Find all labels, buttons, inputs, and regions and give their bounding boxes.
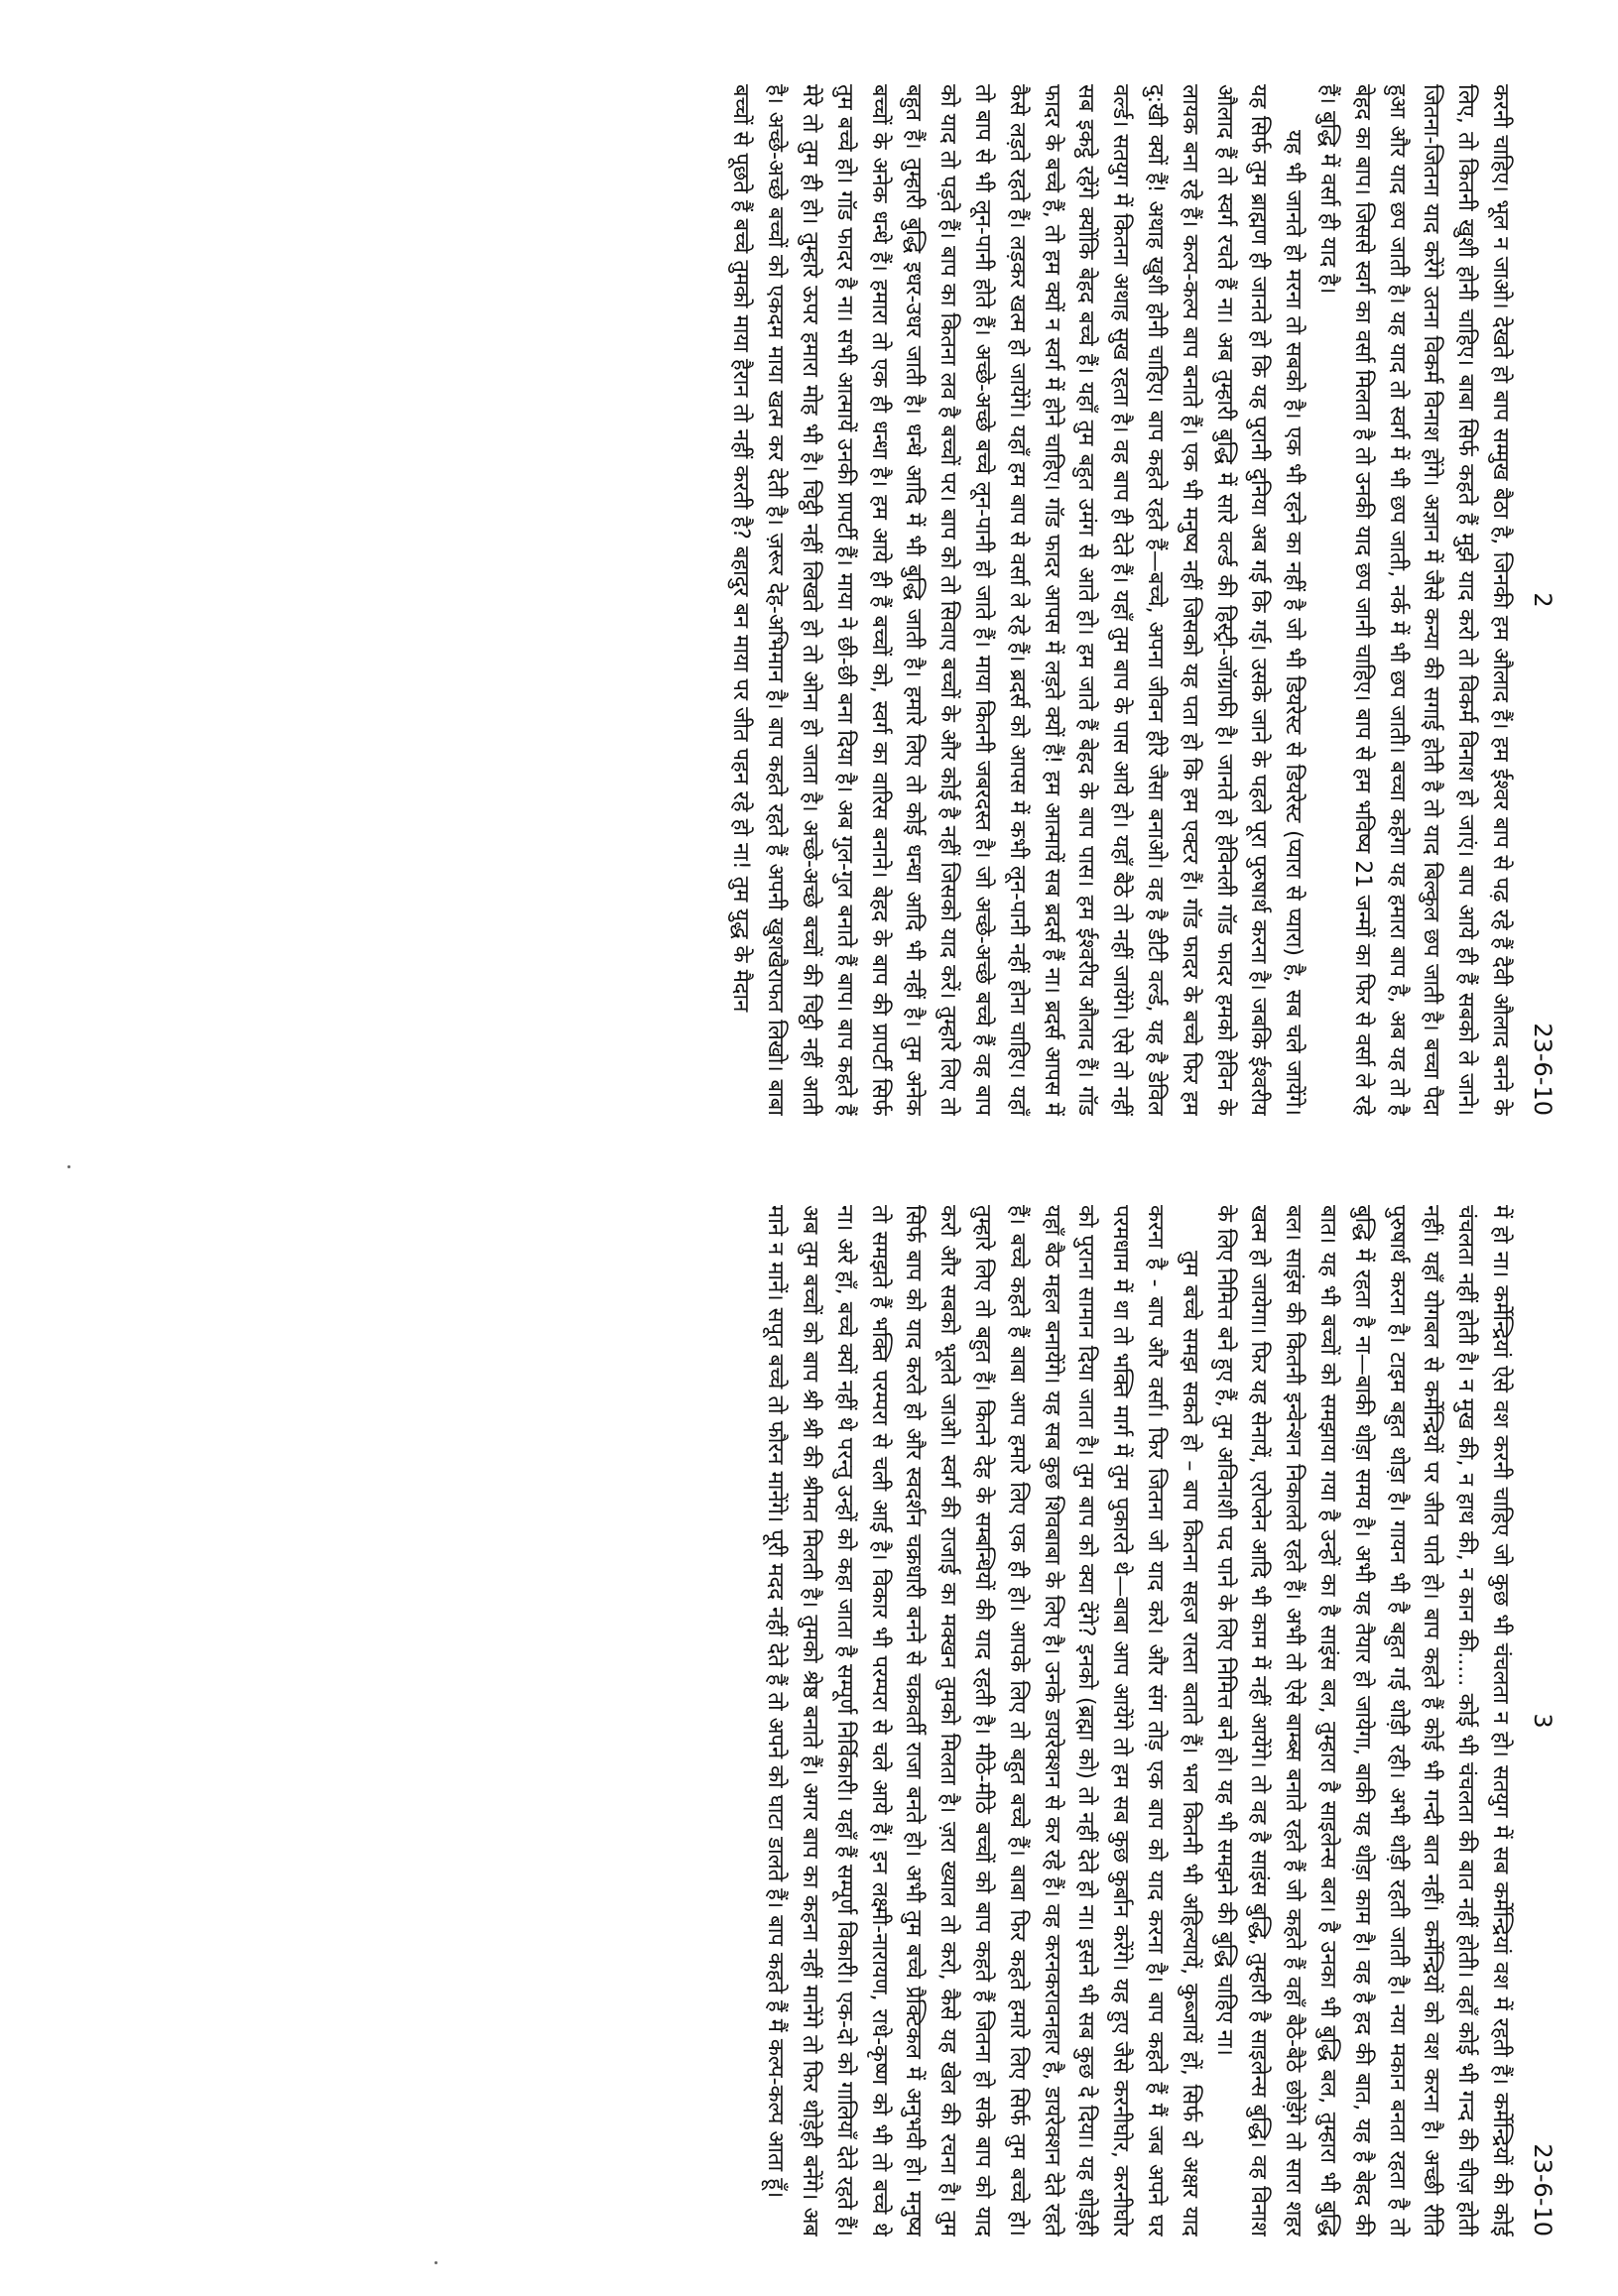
paragraph: करनी चाहिए। भूल न जाओ। देखते हो बाप सम्मुख बैठा है, जिनकी हम औलाद हैं। हम ईश्वर बाप से पढ़ रहे हैं दैवी औलाद बनने के लिए, तो कितनी खुशी होनी चाहिए। बाबा सिर्फ कहते हैं मुझे याद करो तो विकर्म विनाश हो जाएं। बाप आये ही हैं सबको ले जाने। जितना-जितना याद करेंगे उतना विकर्म विनाश होंगे। अज्ञान में जैसे कन्या की सगाई होती है तो याद बिल्कुल छप जाती है। बच्चा पैदा हुआ और याद छप जाती है। यह याद तो स्वर्ग में भी छप जाती, नर्क में भी छप जाती। बच्चा कहेगा यह हमारा बाप है, अब यह तो है बेहद का बाप। जिससे स्वर्ग का वर्सा मिलता है तो उनकी याद छप जानी चाहिए। बाप से हम भविष्य 21 जन्मों का फिर से वर्सा ले रहे हैं। बुद्धि में वर्सा ही याद है। — [1315, 84, 1513, 1116]
left-page-header — [1517, 84, 1556, 1116]
left-page-number: 2 — [1529, 592, 1556, 608]
scan-speck — [67, 1165, 70, 1168]
left-page-date: 23-6-10 — [1529, 1023, 1556, 1116]
paragraph: तुम बच्चे समझ सकते हो – बाप कितना सहज रास्ता बताते हैं। भल कितनी भी अहिल्यायें, कुब्जायें हों, सिर्फ दो अक्षर याद करना है - बाप और वर्सा। फिर जितना जो याद करे। और संग तोड़ एक बाप को याद करना है। बाप कहते हैं मैं जब अपने घर परमधाम में था तो भक्ति मार्ग में तुम पुकारते थे—बाबा आप आयेंगे तो हम सब कुछ कुर्बान करेंगे। यह हुए जैसे करनीघोर, करनीघोर को पुराना सामान दिया जाता है। तुम बाप को क्या देंगे? इनको (ब्रह्मा को) तो नहीं देते हो ना। इसने भी सब कुछ दे दिया। यह थोड़ेही यहाँ बैठ महल बनायेंगे। यह सब कुछ शिवबाबा के लिए है। उनके डायरेक्शन से कर रहे हैं। वह करनकरावनहार है, डायरेक्शन देते रहते हैं। बच्चे कहते हैं बाबा आप हमारे लिए एक ही हो। आपके लिए तो बहुत बच्चे हैं। बाबा फिर कहते हमारे लिए सिर्फ तुम बच्चे हो। तुम्हारे लिए तो बहुत हैं। कितने देह के सम्बन्धियों की याद रहती है। मीठे-मीठे बच्चों को बाप कहते हैं जितना हो सके बाप को याद करो और सबको भूलते जाओ। स्वर्ग की राजाई का मक्खन तुमको मिलता है। ज़रा ख्याल तो करो, कैसे यह खेल की रचना है। तुम सिर्फ बाप को याद करते हो और स्वदर्शन चक्रधारी बनने से चक्रवर्ती राजा बनते हो। अभी तुम बच्चे प्रैक्टिकल में अनुभवी हो। मनुष्य तो समझते हैं भक्ति परम्परा से चली आई है। विकार भी परम्परा से चले आये हैं। इन लक्ष्मी-नारायण, राधे-कृष्ण को भी तो बच्चे थे ना। अरे हाँ, बच्चे क्यों नहीं थे परन्तु उन्हों को कहा जाता है सम्पूर्ण निर्विकारी। यहाँ हैं सम्पूर्ण विकारी। एक-दो को गालियाँ देते रहते हैं। अब तुम बच्चों को बाप श्री श्री की श्रीमत मिलती है। तुमको श्रेष्ठ बनाते हैं। अगर बाप का कहना नहीं मानेंगे तो फिर थोड़ेही बनेंगे। अब माने न मानें। सपूत बच्चे तो फौरन मानेंगे। पूरी मदद नहीं देते हैं तो अपने को घाटा डालते हैं। बाप कहते हैं मैं कल्प-कल्प आता हूँ। — [763, 1205, 1202, 2236]
scan-speck — [435, 2261, 437, 2264]
right-page-body — [757, 1205, 1517, 2236]
right-page-date: 23-6-10 — [1529, 2143, 1556, 2236]
right-page — [39, 1205, 1556, 2236]
paragraph: यह भी जानते हो मरना तो सबको है। एक भी रहने का नहीं है जो भी डियरेस्ट से डियरेस्ट (प्यारा से प्यारा) है, सब चले जायेंगे। यह सिर्फ तुम ब्राह्मण ही जानते हो कि यह पुरानी दुनिया अब गई कि गई। उसके जाने के पहले पूरा पुरुषार्थ करना है। जबकि ईश्वरीय औलाद हैं तो स्वर्ग रचते हैं ना। अब तुम्हारी बुद्धि में सारे वर्ल्ड की हिस्ट्री-जॉग्राफी है। जानते हो हेविनली गॉड फादर हमको हेविन के लायक बना रहे हैं। कल्प-कल्प बाप बनाते हैं। एक भी मनुष्य नहीं जिसको यह पता हो कि हम एक्टर हैं। गॉड फादर के बच्चे फिर हम दु:खी क्यों हैं! अथाह खुशी होनी चाहिए। बाप कहते रहते हैं—बच्चे, अपना जीवन हीरे जैसा बनाओ। वह है डीटी वर्ल्ड, यह है डेविल वर्ल्ड। सतयुग में कितना अथाह सुख रहता है। वह बाप ही देते हैं। यहाँ तुम बाप के पास आये हो। यहाँ बैठे तो नहीं जायेंगे। ऐसे तो नहीं सब इकट्ठे रहेंगे क्योंकि बेहद बच्चे हैं। यहाँ तुम बहुत उमंग से आते हो। हम जाते हैं बेहद के बाप पास। हम ईश्वरीय औलाद हैं। गॉड फादर के बच्चे हैं, तो हम क्यों न स्वर्ग में होने चाहिए। गॉड फादर आपस में लड़ते क्यों हैं! हम आत्मायें सब ब्रदर्स हैं ना। ब्रदर्स आपस में कैसे लड़ते रहते हैं। लड़कर खत्म हो जायेंगे। यहाँ हम बाप से वर्सा ले रहे हैं। ब्रदर्स को आपस में कभी लून-पानी नहीं होना चाहिए। यहाँ तो बाप से भी लून-पानी होते हैं। अच्छे-अच्छे बच्चे लून-पानी हो जाते हैं। माया कितनी जबरदस्त है। जो अच्छे-अच्छे बच्चे हैं वह बाप को याद तो पड़ते हैं। बाप का कितना लव है बच्चों पर। बाप को तो सिवाए बच्चों के और कोई है नहीं जिसको याद करें। तुम्हारे लिए तो बहुत हैं। तुम्हारी बुद्धि इधर-उधर जाती है। धन्धे आदि में भी बुद्धि जाती है। हमारे लिए तो कोई धन्धा आदि भी नहीं है। तुम अनेक बच्चों के अनेक धन्धे हैं। हमारा तो एक ही धन्धा है। हम आये ही हैं बच्चों को, स्वर्ग का वारिस बनाने। बेहद के बाप की प्रापर्टी सिर्फ तुम बच्चे हो। गॉड फादर है ना। सभी आत्मायें उनकी प्रापर्टी हैं। माया ने छी-छी बना दिया है। अब गुल-गुल बनाते हैं बाप। बाप कहते हैं मेरे तो तुम ही हो। तुम्हारे ऊपर हमारा मोह भी है। चिट्ठी नहीं लिखते हो तो ओना हो जाता है। अच्छे-अच्छे बच्चों की चिट्ठी नहीं आती है। अच्छे-अच्छे बच्चों को एकदम माया खत्म कर देती है। ज़रूर देह-अभिमान है। बाप कहते रहते हैं अपनी खुशखैराफत लिखो। बाबा बच्चों से पूछते हैं बच्चे तुमको माया हैरान तो नहीं करती है? बहादुर बन माया पर जीत पहन रहे हो ना! तुम युद्ध के मैदान — [728, 84, 1307, 1116]
left-page-body — [723, 84, 1517, 1116]
left-page — [39, 84, 1556, 1116]
paragraph: में हो ना। कर्मेन्द्रियां ऐसे वश करनी चाहिए जो कुछ भी चंचलता न हो। सतयुग में सब कर्मेन्द्रियां वश में रहती हैं। कर्मेन्द्रियों की कोई चंचलता नहीं होती है। न मुख की, न हाथ की, न कान की..... कोई भी चंचलता की बात नहीं होती। वहाँ कोई भी गन्द की चीज़ होती नहीं। यहाँ योगबल से कर्मेन्द्रियों पर जीत पाते हो। बाप कहते हैं कोई भी गन्दी बात नहीं। कर्मेन्द्रियों को वश करना है। अच्छी रीति पुरुषार्थ करना है। टाइम बहुत थोड़ा है। गायन भी है बहुत गई थोड़ी रही। अभी थोड़ी रहती जाती है। नया मकान बनता रहता है तो बुद्धि में रहता है ना—बाकी थोड़ा समय है। अभी यह तैयार हो जायेगा, बाकी यह थोड़ा काम है। वह है हद की बात, यह है बेहद की बात। यह भी बच्चों को समझाया गया है उन्हों का है साइंस बल, तुम्हारा है साइलेन्स बल। है उनका भी बुद्धि बल, तुम्हारा भी बुद्धि बल। साइंस की कितनी इन्वेन्शन निकालते रहते हैं। अभी तो ऐसे बाम्ब्स बनाते रहते हैं जो कहते हैं वहाँ बैठे-बैठे छोड़ेंगे तो सारा शहर खत्म हो जायेगा। फिर यह सेनायें, एरोप्लेन आदि भी काम में नहीं आयेंगे। तो वह है साइंस बुद्धि, तुम्हारी है साइलेन्स बुद्धि। वह विनाश के लिए निमित्त बने हुए हैं, तुम अविनाशी पद पाने के लिए निमित्त बने हो। यह भी समझने की बुद्धि चाहिए ना। — [1211, 1205, 1513, 2236]
right-page-header — [1517, 1205, 1556, 2236]
right-page-number: 3 — [1529, 1713, 1556, 1729]
